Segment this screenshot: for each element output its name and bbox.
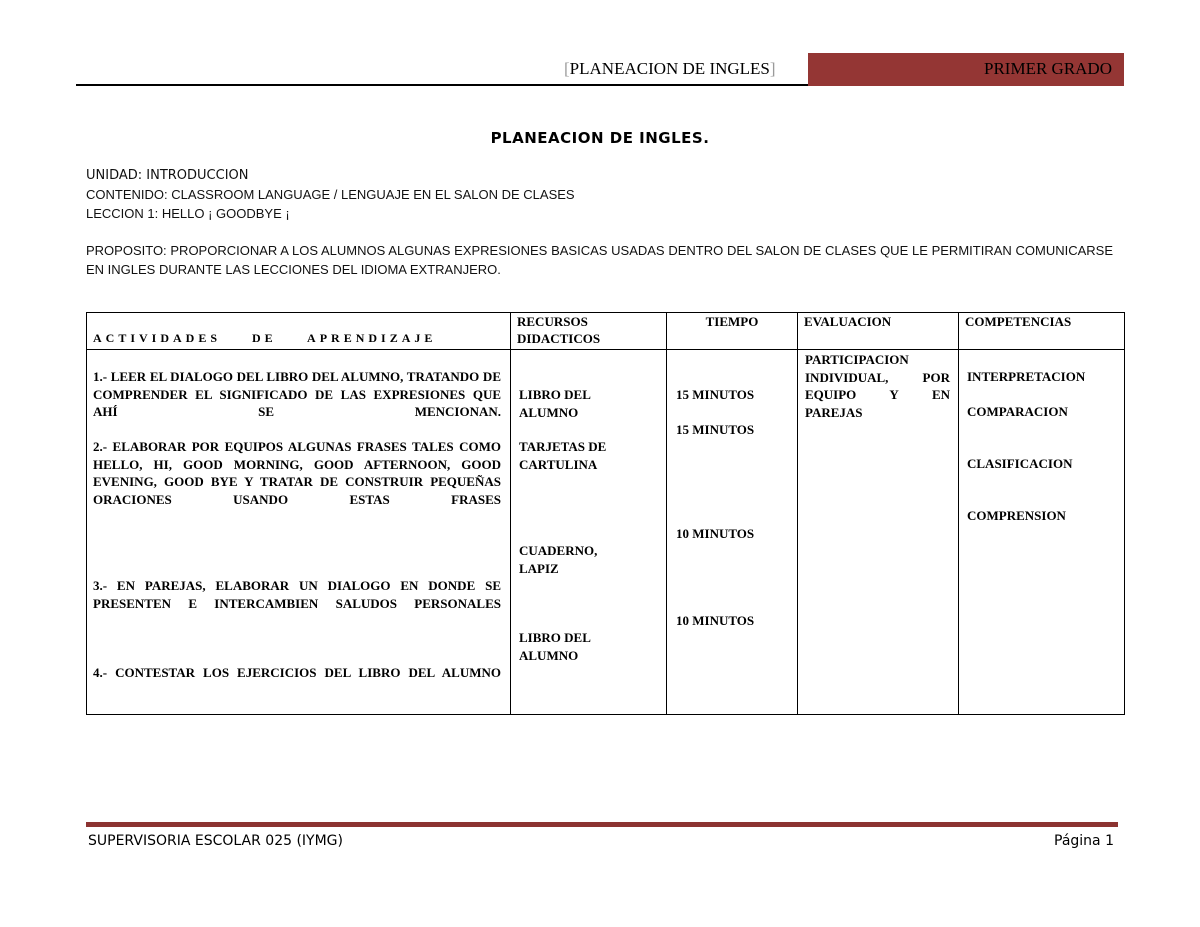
purpose-paragraph: PROPOSITO: PROPORCIONAR A LOS ALUMNOS ALGUNAS EXPRESIONES BASICAS USADAS DENTRO DEL SALON DE CLASES QUE LE PERMITIRAN COMUNICARSE EN INGLES DURANTE LAS LECCIONES DEL IDIOMA EXTRANJERO. [86,243,1113,277]
header-activities: ACTIVIDADES DE APRENDIZAJE [87,313,511,350]
time-item: 10 MINUTOS [676,526,755,541]
competency-item: CLASIFICACION [967,456,1073,471]
table-header-row [87,313,1125,350]
header-grade-band [808,53,1124,86]
header-title-text: PLANEACION DE INGLES [569,59,770,78]
content-line: CONTENIDO: CLASSROOM LANGUAGE / LENGUAJE EN EL SALON DE CLASES [86,187,575,202]
header-time: TIEMPO [667,313,798,350]
time-cell [667,350,798,715]
activity-item: 2.- ELABORAR POR EQUIPOS ALGUNAS FRASES TALES COMO HELLO, HI, GOOD MORNING, GOOD AFTERNOON, GOOD EVENING, GOOD BYE Y TRATAR DE CONSTRUIR PEQUEÑAS ORACIONES USANDO ESTAS FRASES [93,439,501,507]
header-resources: RECURSOS DIDACTICOS [511,313,667,350]
resource-item: LIBRO DEL ALUMNO [519,387,591,420]
activities-cell [87,350,511,715]
header-divider [76,84,808,86]
header-grade: PRIMER GRADO [984,59,1112,78]
header-competencies: COMPETENCIAS [959,313,1125,350]
plan-table [86,312,1125,715]
unit-line: UNIDAD: INTRODUCCION [86,168,249,183]
header-title [564,59,776,79]
header-evaluation: EVALUACION [798,313,959,350]
table-body-row [87,350,1125,715]
competency-item: COMPRENSION [967,508,1066,523]
header-bracket-close: ] [769,59,776,78]
competency-item: INTERPRETACION [967,369,1086,384]
header-bracket-open: [ [564,59,570,78]
footer-organization: SUPERVISORIA ESCOLAR 025 (IYMG) [88,833,343,849]
footer-divider [86,822,1118,827]
competencies-cell [959,350,1125,715]
activity-item: 3.- EN PAREJAS, ELABORAR UN DIALOGO EN DONDE SE PRESENTEN E INTERCAMBIEN SALUDOS PERSONALES [93,578,501,611]
document-title: PLANEACION DE INGLES. [490,129,710,147]
page-number: Página 1 [1054,833,1114,849]
time-item: 15 MINUTOS [676,387,755,402]
evaluation-text: PARTICIPACION INDIVIDUAL, POR EQUIPO Y EN PAREJAS [805,352,950,420]
resources-cell [511,350,667,715]
activity-item: 1.- LEER EL DIALOGO DEL LIBRO DEL ALUMNO, TRATANDO DE COMPRENDER EL SIGNIFICADO DE LAS EXPRESIONES QUE AHÍ SE MENCIONAN. [93,369,501,419]
resource-item: CUADERNO, LAPIZ [519,543,598,576]
activity-item: 4.- CONTESTAR LOS EJERCICIOS DEL LIBRO DEL ALUMNO [93,665,501,680]
resource-item: TARJETAS DE CARTULINA [519,439,607,472]
lesson-line: LECCION 1: HELLO ¡ GOODBYE ¡ [86,206,290,221]
time-item: 15 MINUTOS [676,422,755,437]
resource-item: LIBRO DEL ALUMNO [519,630,591,663]
evaluation-cell [798,350,959,715]
competency-item: COMPARACION [967,404,1068,419]
time-item: 10 MINUTOS [676,613,755,628]
